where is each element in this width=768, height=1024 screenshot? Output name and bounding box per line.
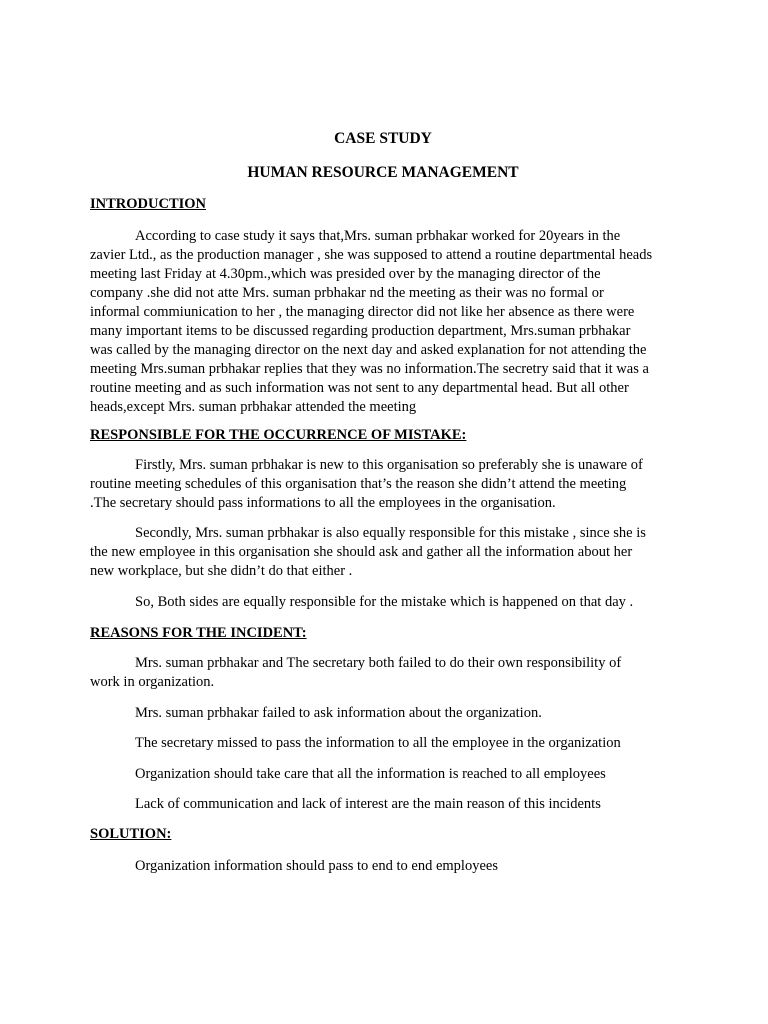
document-subtitle: HUMAN RESOURCE MANAGEMENT <box>247 164 519 181</box>
introduction-paragraph <box>90 227 680 417</box>
text-line: the new employee in this organisation she should ask and gather all the information about her <box>90 544 633 560</box>
reasons-paragraph-2 <box>90 704 680 723</box>
text-line: Secondly, Mrs. suman prbhakar is also equally responsible for this mistake , since she is <box>135 525 646 541</box>
text-line: work in organization. <box>90 674 215 690</box>
reasons-paragraph-4 <box>90 765 680 784</box>
section-heading-solution: SOLUTION: <box>90 826 172 842</box>
text-line: So, Both sides are equally responsible for the mistake which is happened on that day . <box>135 594 634 610</box>
text-line: routine meeting schedules of this organisation that’s the reason she didn’t attend the meeting <box>90 476 627 492</box>
responsible-paragraph-2 <box>90 524 680 581</box>
text-line: company .she did not atte Mrs. suman prbhakar nd the meeting as their was no formal or <box>90 285 604 301</box>
text-line: Organization information should pass to end to end employees <box>135 858 498 874</box>
text-line: new workplace, but she didn’t do that either . <box>90 563 353 579</box>
text-line: many important items to be discussed regarding production department, Mrs.suman prbhakar <box>90 323 631 339</box>
solution-paragraph <box>90 857 680 876</box>
responsible-paragraph-1 <box>90 456 680 513</box>
text-line: The secretary missed to pass the information to all the employee in the organization <box>135 735 621 751</box>
text-line: was called by the managing director on the next day and asked explanation for not attending the <box>90 342 647 358</box>
text-line: routine meeting and as such information was not sent to any departmental head. But all other <box>90 380 629 396</box>
section-heading-reasons: REASONS FOR THE INCIDENT: <box>90 625 307 641</box>
text-line: .The secretary should pass informations to all the employees in the organisation. <box>90 495 556 511</box>
text-line: Organization should take care that all the information is reached to all employees <box>135 766 606 782</box>
reasons-paragraph-3 <box>90 734 680 753</box>
text-line: Mrs. suman prbhakar failed to ask information about the organization. <box>135 705 542 721</box>
text-line: meeting Mrs.suman prbhakar replies that they was no information.The secretry said that it was a <box>90 361 649 377</box>
text-line: heads,except Mrs. suman prbhakar attended the meeting <box>90 399 417 415</box>
reasons-paragraph-5 <box>90 795 680 814</box>
text-line: Firstly, Mrs. suman prbhakar is new to this organisation so preferably she is unaware of <box>135 457 643 473</box>
text-line: According to case study it says that,Mrs. suman prbhakar worked for 20years in the <box>135 228 621 244</box>
section-heading-responsible: RESPONSIBLE FOR THE OCCURRENCE OF MISTAKE: <box>90 427 467 443</box>
text-line: informal commiunication to her , the managing director did not like her absence as there were <box>90 304 635 320</box>
text-line: zavier Ltd., as the production manager , she was supposed to attend a routine departmental heads <box>90 247 653 263</box>
text-line: Lack of communication and lack of interest are the main reason of this incidents <box>135 796 601 812</box>
reasons-paragraph-1 <box>90 654 680 692</box>
text-line: Mrs. suman prbhakar and The secretary both failed to do their own responsibility of <box>135 655 622 671</box>
section-heading-introduction: INTRODUCTION <box>90 196 207 212</box>
responsible-paragraph-3 <box>90 593 680 612</box>
document-title: CASE STUDY <box>334 130 432 147</box>
text-line: meeting last Friday at 4.30pm.,which was presided over by the managing director of the <box>90 266 601 282</box>
